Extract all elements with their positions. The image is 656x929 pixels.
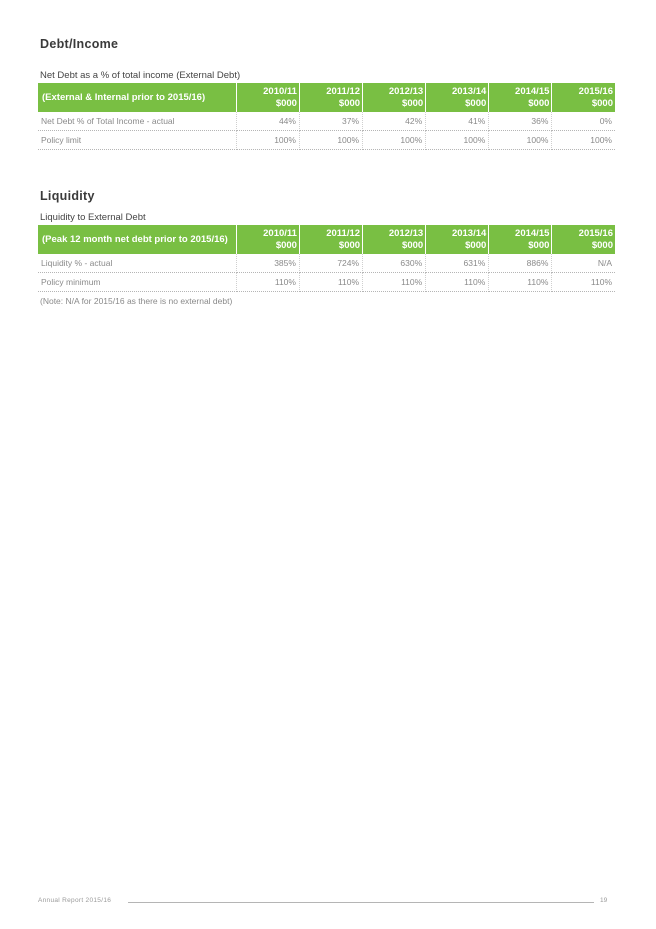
year-header: 2011/12 $000 [299,225,362,254]
table-cell: 886% [489,254,552,273]
debt-income-title: Debt/Income [40,37,119,51]
liquidity-title: Liquidity [40,189,95,203]
table-cell: 630% [363,254,426,273]
table-header-label: (External & Internal prior to 2015/16) [38,83,236,112]
year-header: 2012/13 $000 [363,83,426,112]
table-row [38,254,615,273]
table-cell: 385% [236,254,299,273]
liquidity-table [38,225,615,292]
table-row [38,273,615,292]
year-header: 2015/16 $000 [552,83,615,112]
table-cell: 110% [236,273,299,292]
row-label: Net Debt % of Total Income - actual [38,112,236,131]
liquidity-note: (Note: N/A for 2015/16 as there is no external debt) [40,296,233,306]
page-number: 19 [600,897,608,904]
row-label: Policy minimum [38,273,236,292]
row-label: Liquidity % - actual [38,254,236,273]
table-row [38,112,615,131]
year-header: 2012/13 $000 [363,225,426,254]
year-header: 2010/11 $000 [236,225,299,254]
debt-income-subtitle: Net Debt as a % of total income (External Debt) [40,70,241,81]
table-cell: 100% [299,131,362,150]
table-cell: 110% [299,273,362,292]
row-label: Policy limit [38,131,236,150]
table-cell: 110% [489,273,552,292]
year-header: 2015/16 $000 [552,225,615,254]
debt-income-table [38,83,615,150]
liquidity-subtitle: Liquidity to External Debt [40,212,146,223]
table-cell: 0% [552,112,615,131]
table-cell: 100% [363,131,426,150]
table-cell: 631% [426,254,489,273]
table-cell: 100% [552,131,615,150]
table-cell: 110% [552,273,615,292]
table-cell: 41% [426,112,489,131]
table-header-label: (Peak 12 month net debt prior to 2015/16) [38,225,236,254]
table-header-row [38,225,615,254]
table-row [38,131,615,150]
table-cell: 724% [299,254,362,273]
year-header: 2013/14 $000 [426,225,489,254]
table-cell: 37% [299,112,362,131]
table-cell: 42% [363,112,426,131]
table-cell: 100% [236,131,299,150]
table-cell: N/A [552,254,615,273]
year-header: 2011/12 $000 [299,83,362,112]
footer-divider [128,902,594,903]
year-header: 2014/15 $000 [489,83,552,112]
table-cell: 110% [363,273,426,292]
footer-report-name: Annual Report 2015/16 [38,897,112,904]
year-header: 2013/14 $000 [426,83,489,112]
table-cell: 110% [426,273,489,292]
year-header: 2010/11 $000 [236,83,299,112]
table-cell: 100% [489,131,552,150]
table-cell: 44% [236,112,299,131]
year-header: 2014/15 $000 [489,225,552,254]
table-header-row [38,83,615,112]
table-cell: 36% [489,112,552,131]
table-cell: 100% [426,131,489,150]
